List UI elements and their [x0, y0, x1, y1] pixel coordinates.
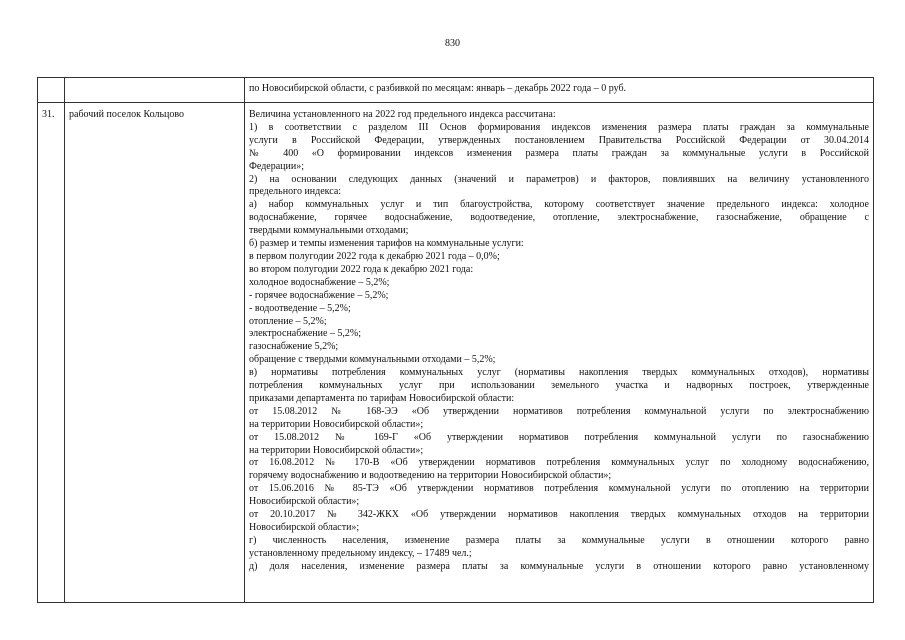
text-line: предельного индекса: [249, 186, 342, 198]
text-line: на территории Новосибирской области»; [249, 444, 424, 456]
description-cell: по Новосибирской области, с разбивкой по месяцам: январь – декабрь 2022 года – 0 руб. [245, 78, 874, 103]
row-number-cell [38, 78, 65, 103]
place-cell [65, 78, 245, 103]
text-line: потребления коммунальных услуг при использовании земельного участка и надворных построек, утвержденные [249, 380, 869, 392]
text-line: от 15.06.2016 № 85-ТЭ «Об утверждении нормативов потребления коммунальной услуги по отоплению на территории [249, 483, 869, 495]
table-row [38, 78, 874, 103]
text-line: горячему водоснабжению и водоотведению на территории Новосибирской области»; [249, 470, 612, 482]
text-line: б) размер и темпы изменения тарифов на коммунальные услуги: [249, 238, 524, 250]
text-line: газоснабжение 5,2%; [249, 341, 339, 353]
text-line: во втором полугодии 2022 года к декабрю 2021 года: [249, 263, 474, 275]
text-line: установленному предельному индексу, – 17489 чел.; [249, 547, 472, 559]
text-line: водоснабжение, горячее водоснабжение, водоотведение, отопление, электроснабжение, газоснабжение, обращение с [249, 212, 869, 224]
page-number: 830 [445, 38, 460, 49]
text-line: отопление – 5,2%; [249, 315, 327, 327]
text-line: № 400 «О формировании индексов изменения размера платы граждан за коммунальные услуги в Российской [249, 147, 869, 159]
text-line: г) численность населения, изменение размера платы за коммунальные услуги в отношении которого равно [249, 534, 869, 546]
text-line: на территории Новосибирской области»; [249, 418, 424, 430]
text-line: а) набор коммунальных услуг и тип благоустройства, которому соответствует значение предельного индекса: холодное [249, 199, 869, 211]
text-line: Величина установленного на 2022 год предельного индекса рассчитана: [249, 109, 556, 120]
text-line: Новосибирской области»; [249, 496, 360, 508]
text-line: твердыми коммунальными отходами; [249, 225, 409, 237]
document-table [37, 77, 874, 603]
text-line: приказами департамента по тарифам Новосибирской области: [249, 392, 515, 404]
text-line: от 15.08.2012 № 168-ЭЭ «Об утверждении нормативов потребления коммунальной услуги по электроснабжению [249, 405, 869, 417]
description-cell [245, 103, 874, 603]
text-line: от 16.08.2012 № 170-В «Об утверждении нормативов потребления коммунальных услуг по холодному водоснабжению, [249, 457, 869, 469]
place-cell: рабочий поселок Кольцово [65, 103, 245, 603]
text-line: - горячее водоснабжение – 5,2%; [249, 289, 389, 301]
text-line: 1) в соответствии с разделом III Основ формирования индексов изменения размера платы граждан за коммунальные [249, 121, 869, 133]
text-line: Новосибирской области»; [249, 522, 360, 533]
text-line: от 15.08.2012 № 169-Г «Об утверждении нормативов потребления коммунальной услуги по газоснабжению [249, 431, 869, 443]
text-line: - водоотведение – 5,2%; [249, 302, 351, 314]
text-line: электроснабжение – 5,2%; [249, 328, 362, 340]
table-row [38, 103, 874, 603]
text-line: от 20.10.2017 № 342-ЖКХ «Об утверждении нормативов накопления твердых коммунальных отходов на территории [249, 509, 869, 521]
text-line: в первом полугодии 2022 года к декабрю 2021 года – 0,0%; [249, 250, 500, 262]
row-number-cell: 31. [38, 103, 65, 603]
text-line: холодное водоснабжение – 5,2%; [249, 276, 390, 288]
text-line: Федерации»; [249, 160, 305, 172]
text-line: д) доля населения, изменение размера платы за коммунальные услуги в отношении которого равно установленному [249, 560, 869, 572]
text-line: в) нормативы потребления коммунальных услуг (нормативы накопления твердых коммунальных отходов), нормативы [249, 367, 869, 379]
text-line: обращение с твердыми коммунальными отходами – 5,2%; [249, 354, 496, 366]
text-line: 2) на основании следующих данных (значений и параметров) и факторов, повлиявших на величину установленного [249, 173, 869, 185]
text-line: услуги в Российской Федерации, утвержденных постановлением Правительства Российской Федерации от 30.04.2014 [249, 134, 869, 146]
